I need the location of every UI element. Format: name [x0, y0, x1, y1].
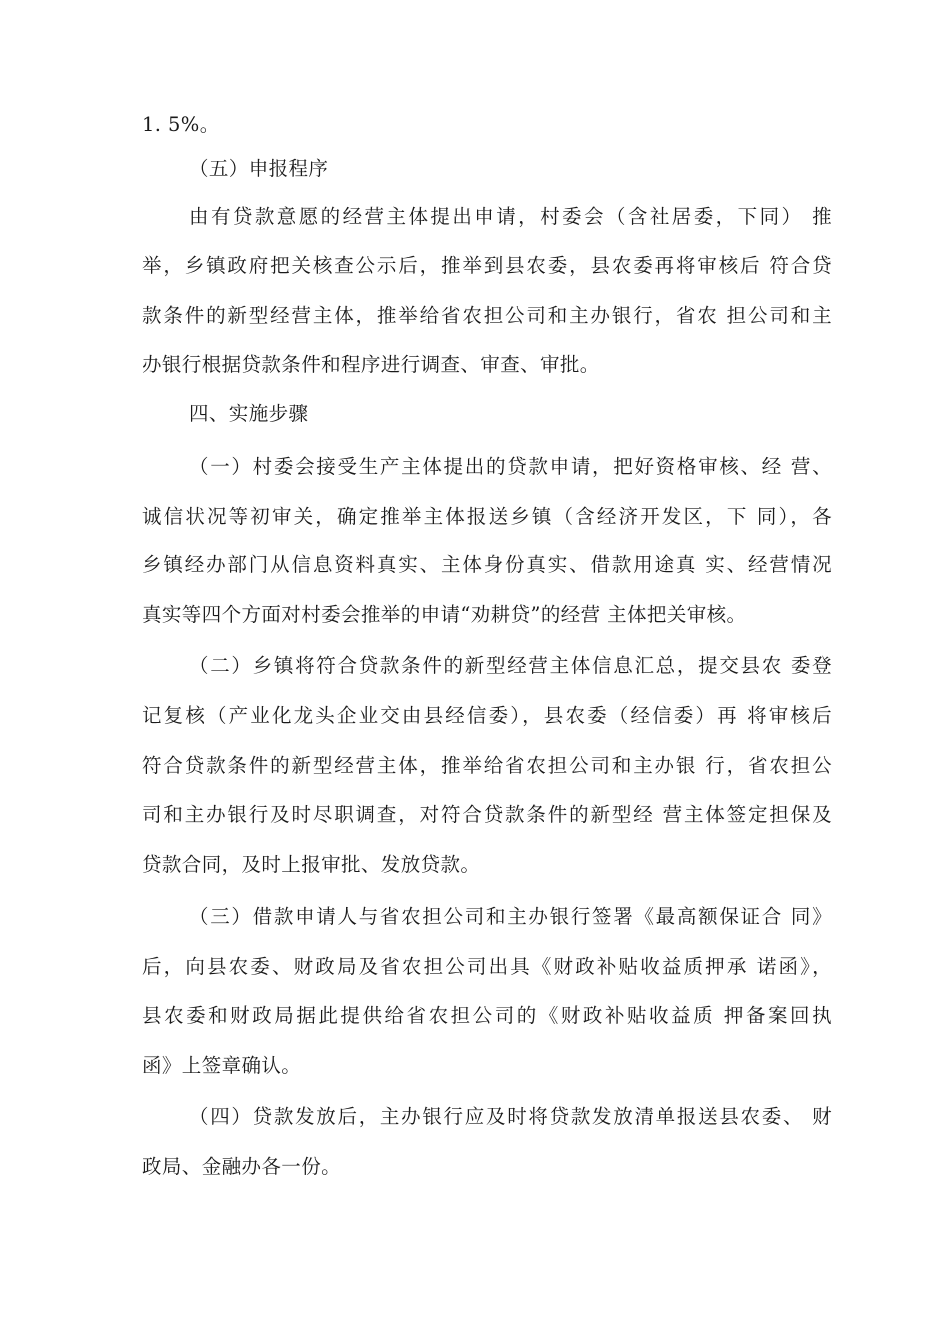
text-line: 符合贷款条件的新型经营主体，推举给省农担公司和主办银 行，省农担公: [142, 754, 832, 777]
text-line: 办银行根据贷款条件和程序进行调查、审查、审批。: [142, 353, 600, 376]
text-line: （一）村委会接受生产主体提出的贷款申请，把好资格审核、经 营、: [189, 455, 832, 478]
text-line: 司和主办银行及时尽职调查，对符合贷款条件的新型经 营主体签定担保及: [142, 803, 832, 826]
text-line: （三）借款申请人与省农担公司和主办银行签署《最高额保证合 同》: [189, 905, 832, 928]
text-line: （四）贷款发放后，主办银行应及时将贷款发放清单报送县农委、 财: [189, 1105, 832, 1128]
text-line: 1. 5%。: [142, 113, 220, 136]
text-line: 贷款合同，及时上报审批、发放贷款。: [142, 853, 481, 876]
text-line: 函》上签章确认。: [142, 1054, 302, 1077]
text-line: 后，向县农委、财政局及省农担公司出具《财政补贴收益质押承 诺函》，: [142, 955, 832, 978]
text-line: 举，乡镇政府把关核查公示后，推举到县农委，县农委再将审核后 符合贷: [142, 254, 832, 277]
text-line: 真实等四个方面对村委会推举的申请“劝耕贷”的经营 主体把关审核。: [142, 603, 747, 626]
text-line: 诚信状况等初审关，确定推举主体报送乡镇（含经济开发区，下 同），各: [142, 505, 832, 528]
text-line: 政局、金融办各一份。: [142, 1155, 342, 1178]
text-line: 由有贷款意愿的经营主体提出申请，村委会（含社居委，下同） 推: [189, 205, 832, 228]
text-line: 记复核（产业化龙头企业交由县经信委），县农委（经信委）再 将审核后: [142, 704, 832, 727]
text-line: （二）乡镇将符合贷款条件的新型经营主体信息汇总，提交县农 委登: [189, 654, 832, 677]
text-line: 乡镇经办部门从信息资料真实、主体身份真实、借款用途真 实、经营情况: [142, 553, 832, 576]
text-line: 款条件的新型经营主体，推举给省农担公司和主办银行，省农 担公司和主: [142, 304, 832, 327]
section-heading: （五）申报程序: [189, 157, 329, 180]
text-line: 县农委和财政局据此提供给省农担公司的《财政补贴收益质 押备案回执: [142, 1004, 832, 1027]
section-heading: 四、实施步骤: [189, 402, 309, 425]
